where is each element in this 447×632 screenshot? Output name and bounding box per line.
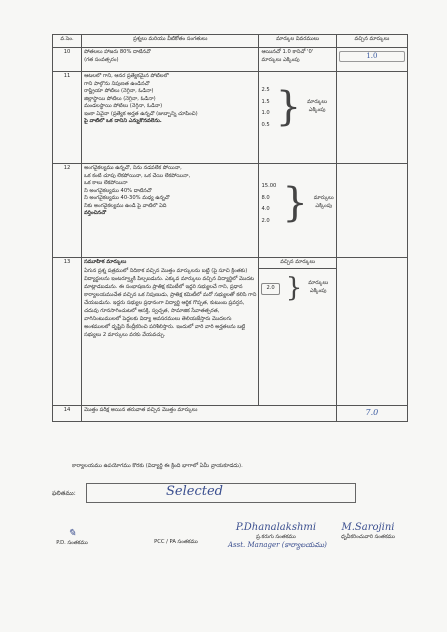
row-number: 14 xyxy=(53,406,82,422)
row-mark-detail: ఆయినచో 1.0 కానిచో '0' మార్కులు ఎక్కింపు xyxy=(259,48,336,72)
table-row xyxy=(53,72,408,164)
row-question xyxy=(82,258,259,406)
row-text: నీ అంగవైకల్యము 40% దాటినచో xyxy=(84,187,152,194)
brace-icon: } xyxy=(275,84,302,130)
signature-label: ప్ర.కరుగు సంతకము xyxy=(256,534,296,540)
row-text: గాని పాల్గొను నిపుణత ఉండినచో xyxy=(84,80,150,87)
row-text: మండలస్థాయి పోటీలు (నెగ్గినా, ఓడినా) xyxy=(84,103,163,110)
row-title: సమూహిక మార్కులు xyxy=(84,259,127,265)
marks-subheader: వచ్చిన మార్కులు xyxy=(259,258,335,269)
row-number: 12 xyxy=(53,164,82,258)
row-mark-detail xyxy=(259,72,336,164)
score-box xyxy=(339,51,405,62)
score-value: 7.0 xyxy=(365,408,379,417)
row-score-cell xyxy=(336,164,407,258)
signature-ink: P.Dhanalakshmi xyxy=(235,522,317,533)
mark-value: 4.0 xyxy=(261,206,270,213)
brace-label xyxy=(308,280,328,295)
row-text: ఒక కాలు లేకపోయినా xyxy=(84,180,128,187)
table-row xyxy=(53,406,408,422)
row-score-cell xyxy=(336,72,407,164)
row-text: పోతలలు హాజరు 80% దాటినవో xyxy=(84,49,151,55)
brace-label-line: ఎక్కింపు xyxy=(309,287,327,294)
row-number: 11 xyxy=(53,72,82,164)
result-label: ఫలితము: xyxy=(52,490,76,497)
mark-value: 2.0 xyxy=(261,217,270,224)
brace-label-line: మార్కులు xyxy=(308,280,329,286)
row-score-cell xyxy=(336,48,407,72)
row-text: మొత్తం పరీక్ష అయిన తరువాత వచ్చిన మొత్తం మార్కులు xyxy=(84,407,198,413)
score-value: 1.0 xyxy=(366,52,378,60)
brace-label-line: మార్కులు xyxy=(313,195,334,202)
col-header-serial: వ.సెం. xyxy=(53,35,82,48)
marks-table xyxy=(52,34,408,422)
brace-label-line: మార్కులు xyxy=(307,99,328,106)
signature-pcc xyxy=(145,538,207,546)
mark-value: 1.0 xyxy=(261,110,270,117)
mark-values xyxy=(261,183,276,229)
row-mark-detail xyxy=(259,258,336,406)
row-text: ఒక కంటి చూపు లేకపోయినా, ఒక చేయి లేకపోయినా, xyxy=(84,172,191,179)
signature-verifier xyxy=(328,522,408,541)
col-header-questions: ప్రశ్నలు మరియు వీటికోతం సంగతులు xyxy=(82,35,259,48)
row-mark-detail xyxy=(259,164,336,258)
signature-manager xyxy=(228,522,327,551)
mark-value: 0.5 xyxy=(261,121,270,128)
signature-label: ధృవీకరించువారి సంతకము xyxy=(341,534,395,540)
office-use-note: కార్యాలయము ఉపయోగము కొరకు (విద్యార్థి ఈ క్రింది భాగాలో ఏమీ వ్రాయకూడదు). xyxy=(72,463,243,469)
table-header-row xyxy=(53,35,408,48)
mark-value: 1.5 xyxy=(261,98,270,105)
row-text: రాష్ట్రీయా పోటీలు (నెగ్గినా, ఓడినా) xyxy=(84,88,154,95)
mark-value: 8.0 xyxy=(261,194,270,201)
table-row xyxy=(53,48,408,72)
row-text: వర్తించినచో xyxy=(84,210,107,217)
signature-ink-2: Asst. Manager (కార్యాలయము) xyxy=(228,541,327,549)
row-text: నీకు అంగవైకల్యము ఉండి పై వాటిలో ఏది xyxy=(84,202,167,209)
signature-label: PCC / PA సంతకము xyxy=(154,539,198,545)
row-text: జిల్లాస్థాయి పోటీలు (నెగ్గినా, ఓడినా) xyxy=(84,95,156,102)
brace-label-line: ఎక్కింపు xyxy=(315,203,332,209)
row-text: ఆటలలో గాని, ఆనర ప్రత్యేకమైన పోటీలలో xyxy=(84,73,169,79)
table-row xyxy=(53,164,408,258)
row-text: ఇంకా ఏవైనా (ప్రత్యేక అర్హత ఉన్నచో (జుబ్బాన్ని చూపించి) xyxy=(84,110,198,117)
mark-values xyxy=(261,87,269,133)
row-question xyxy=(82,406,337,422)
row-question xyxy=(82,48,259,72)
row-score-cell xyxy=(336,258,407,406)
row-paragraph: ఏగున ప్రశ్న పత్రములో నిదికాక వచ్చిన మొత్తం మార్కులను బట్టి (పై సూచి క్రింతకు) విద్యార్థులను ఇంటర్వ్యూకి పిల్చబడును. ఎక్కువ మార్కులు వచ్చిన విద్యార్థిలో మొదట మాట్లాడబడును. ఈ సంభాషణను ప్రాతిక్ష కమిటీలో ఇద్దరి సభ్యులచే గాని, ప్రధాన కార్యాలయముచేత వచ్చిన ఒక నిపుణుడు, ప్రాతిక్ష కమిటీలో మరో సభ్యులతో కలిసి గాని చేయబడును. ఇద్దరు సభ్యుల ప్రధానంగా విద్యార్థి ఆర్థిక గొప్పత, కుటుంబ ప్రవర్తన, చదువు గూనసాగించుటలో ఆసక్తి, స్వచ్ఛత, సామాజిక సేవాతత్పరత, వాగినింటుములలో పెద్దలకు విద్యా అవసరములు తెలియజేస్తారు మొదలగు అంశములలో దృష్టిని కేంద్రీకరించి పరిశీలిస్తారు. ఇందులో వారి వారి అర్హతలను బట్టి సభ్యులు 2 మార్కులు వరకు వేయవచ్చు. xyxy=(84,267,257,339)
row-text: (గత సంవత్సరం) xyxy=(84,56,119,63)
brace-icon: } xyxy=(282,180,308,226)
table-row xyxy=(53,258,408,406)
signature-label: P.D. సంతకము xyxy=(56,540,88,546)
mark-value: 2.0 xyxy=(261,283,279,295)
signature-ink: ✎ xyxy=(67,528,77,539)
signature-ink: M.Sarojini xyxy=(341,522,395,533)
mark-value: 2.5 xyxy=(261,87,270,93)
brace-label xyxy=(314,195,334,210)
row-number: 13 xyxy=(53,258,82,406)
row-text: నీ అంగవైకల్యము 40-30% మధ్య ఉన్నచో xyxy=(84,195,170,202)
col-header-marks-obtained: వచ్చిన మార్కులు xyxy=(336,35,407,48)
row-number: 10 xyxy=(53,48,82,72)
row-score-cell xyxy=(336,406,407,422)
signature-pd xyxy=(52,528,92,547)
brace-icon: } xyxy=(285,272,303,303)
mark-value: 15.00 xyxy=(261,183,277,189)
row-text: అంగవైకల్యము ఉన్నచో, నిను నడవలేక పోయినా, xyxy=(84,165,182,171)
result-value: Selected xyxy=(166,484,223,499)
brace-label xyxy=(307,99,327,114)
row-question xyxy=(82,72,259,164)
row-question xyxy=(82,164,259,258)
row-text: పై వాటిలో ఒక దానిని ఎన్నుకొనవలెను. xyxy=(84,118,162,125)
brace-label-line: ఎక్కింపు xyxy=(308,107,326,113)
col-header-mark-details: మార్కుల వివరములు xyxy=(259,35,336,48)
